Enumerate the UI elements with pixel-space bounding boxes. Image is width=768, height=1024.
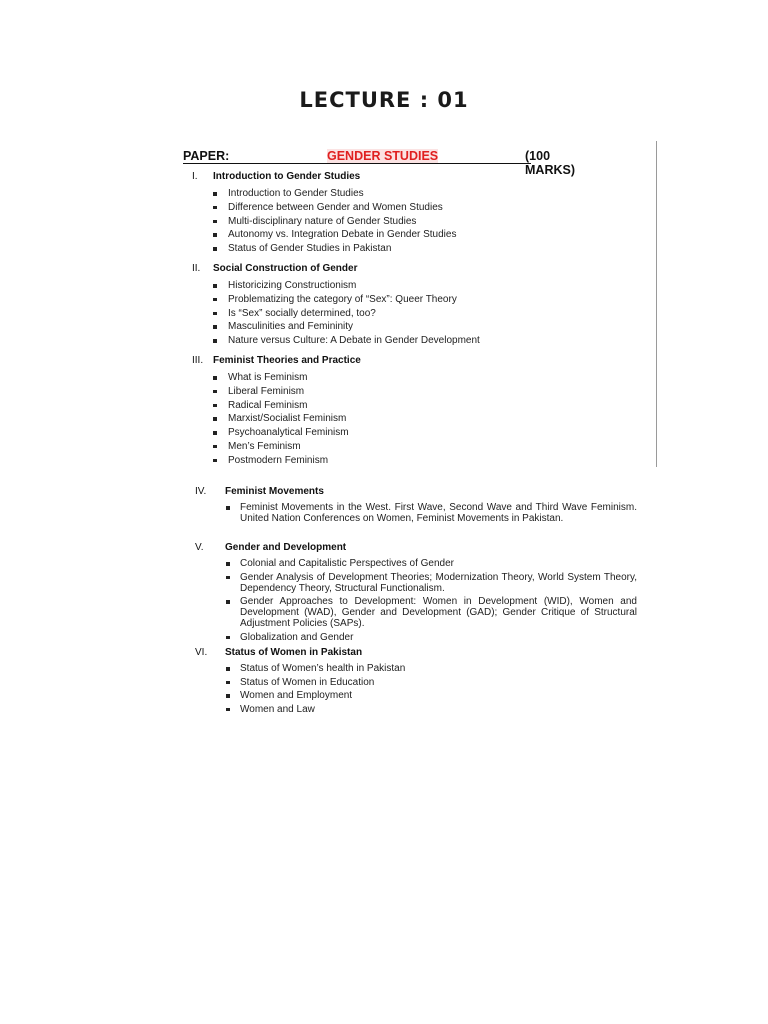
list-item: Masculinities and Femininity [183,320,513,334]
section-5 [195,541,637,645]
list-item: Introduction to Gender Studies [183,187,513,201]
paper-marks: (100 MARKS) [525,149,575,177]
bullet-icon [213,206,217,210]
bullet-icon [213,247,217,251]
bullet-icon [213,404,217,408]
list-item: Liberal Feminism [183,385,513,399]
lecture-title: LECTURE : 01 [299,88,469,112]
bullet-icon [226,576,230,580]
section-number: I. [192,171,198,182]
list-item: Colonial and Capitalistic Perspectives of Gender [195,558,637,569]
section-heading: Feminist Movements [225,486,324,497]
paper-subject: GENDER STUDIES [327,149,439,163]
section-heading: Introduction to Gender Studies [213,171,361,182]
section-number: III. [192,355,204,366]
list-item: Gender Analysis of Development Theories; Modernization Theory, World System Theory, Dependency Theory, Structural Functionalism. [195,572,637,594]
list-item: Marxist/Socialist Feminism [183,412,513,426]
section-number: VI. [195,647,208,658]
list-item: Gender Approaches to Development: Women in Development (WID), Women and Development (WAD), Gender and Development (GAD); Gender Critique of Structural Adjustment Policies (SAPs). [195,596,637,629]
bullet-icon [213,431,217,435]
bullet-icon [213,298,217,302]
bullet-icon [226,600,230,604]
bullet-icon [213,417,217,421]
section-6 [195,646,637,717]
bullet-icon [213,312,217,316]
list-item: Psychoanalytical Feminism [183,426,513,440]
list-item: Status of Women in Education [195,677,637,688]
section-number: II. [192,263,201,274]
bullet-icon [226,636,230,640]
margin-rule [656,141,657,467]
bullet-icon [226,506,230,510]
section-1 [183,170,513,256]
bullet-icon [213,325,217,329]
paper-subject-wrap [326,149,531,164]
list-item: Women and Employment [195,690,637,701]
list-item: Is “Sex” socially determined, too? [183,307,513,321]
list-item: Globalization and Gender [195,632,637,643]
list-item: Autonomy vs. Integration Debate in Gender Studies [183,228,513,242]
list-item: What is Feminism [183,371,513,385]
list-item: Difference between Gender and Women Studies [183,201,513,215]
section-number: IV. [195,486,207,497]
bullet-icon [213,220,217,224]
list-item: Historicizing Constructionism [183,279,513,293]
list-item: Nature versus Culture: A Debate in Gender Development [183,334,513,348]
bullet-icon [213,284,217,288]
list-item: Women and Law [195,704,637,715]
list-item: Problematizing the category of “Sex”: Queer Theory [183,293,513,307]
list-item: Radical Feminism [183,399,513,413]
list-item: Status of Women’s health in Pakistan [195,663,637,674]
section-heading: Status of Women in Pakistan [225,647,363,658]
list-item: Postmodern Feminism [183,454,513,468]
bullet-icon [213,390,217,394]
section-heading: Feminist Theories and Practice [213,355,361,366]
list-item: Men’s Feminism [183,440,513,454]
section-3 [183,354,513,468]
section-4 [195,485,637,527]
bullet-icon [213,376,217,380]
bullet-icon [213,339,217,343]
bullet-icon [226,562,230,566]
section-heading: Social Construction of Gender [213,263,358,274]
bullet-icon [213,459,217,463]
section-2 [183,262,513,348]
list-item: Multi-disciplinary nature of Gender Studies [183,215,513,229]
bullet-icon [226,694,230,698]
paper-label: PAPER: [183,149,326,164]
bullet-icon [213,445,217,449]
bullet-icon [226,708,230,712]
bullet-icon [226,667,230,671]
list-item: Status of Gender Studies in Pakistan [183,242,513,256]
list-item: Feminist Movements in the West. First Wave, Second Wave and Third Wave Feminism. United Nation Conferences on Women, Feminist Movements in Pakistan. [195,502,637,524]
section-number: V. [195,542,204,553]
section-heading: Gender and Development [225,542,347,553]
bullet-icon [213,192,217,196]
bullet-icon [213,233,217,237]
bullet-icon [226,681,230,685]
